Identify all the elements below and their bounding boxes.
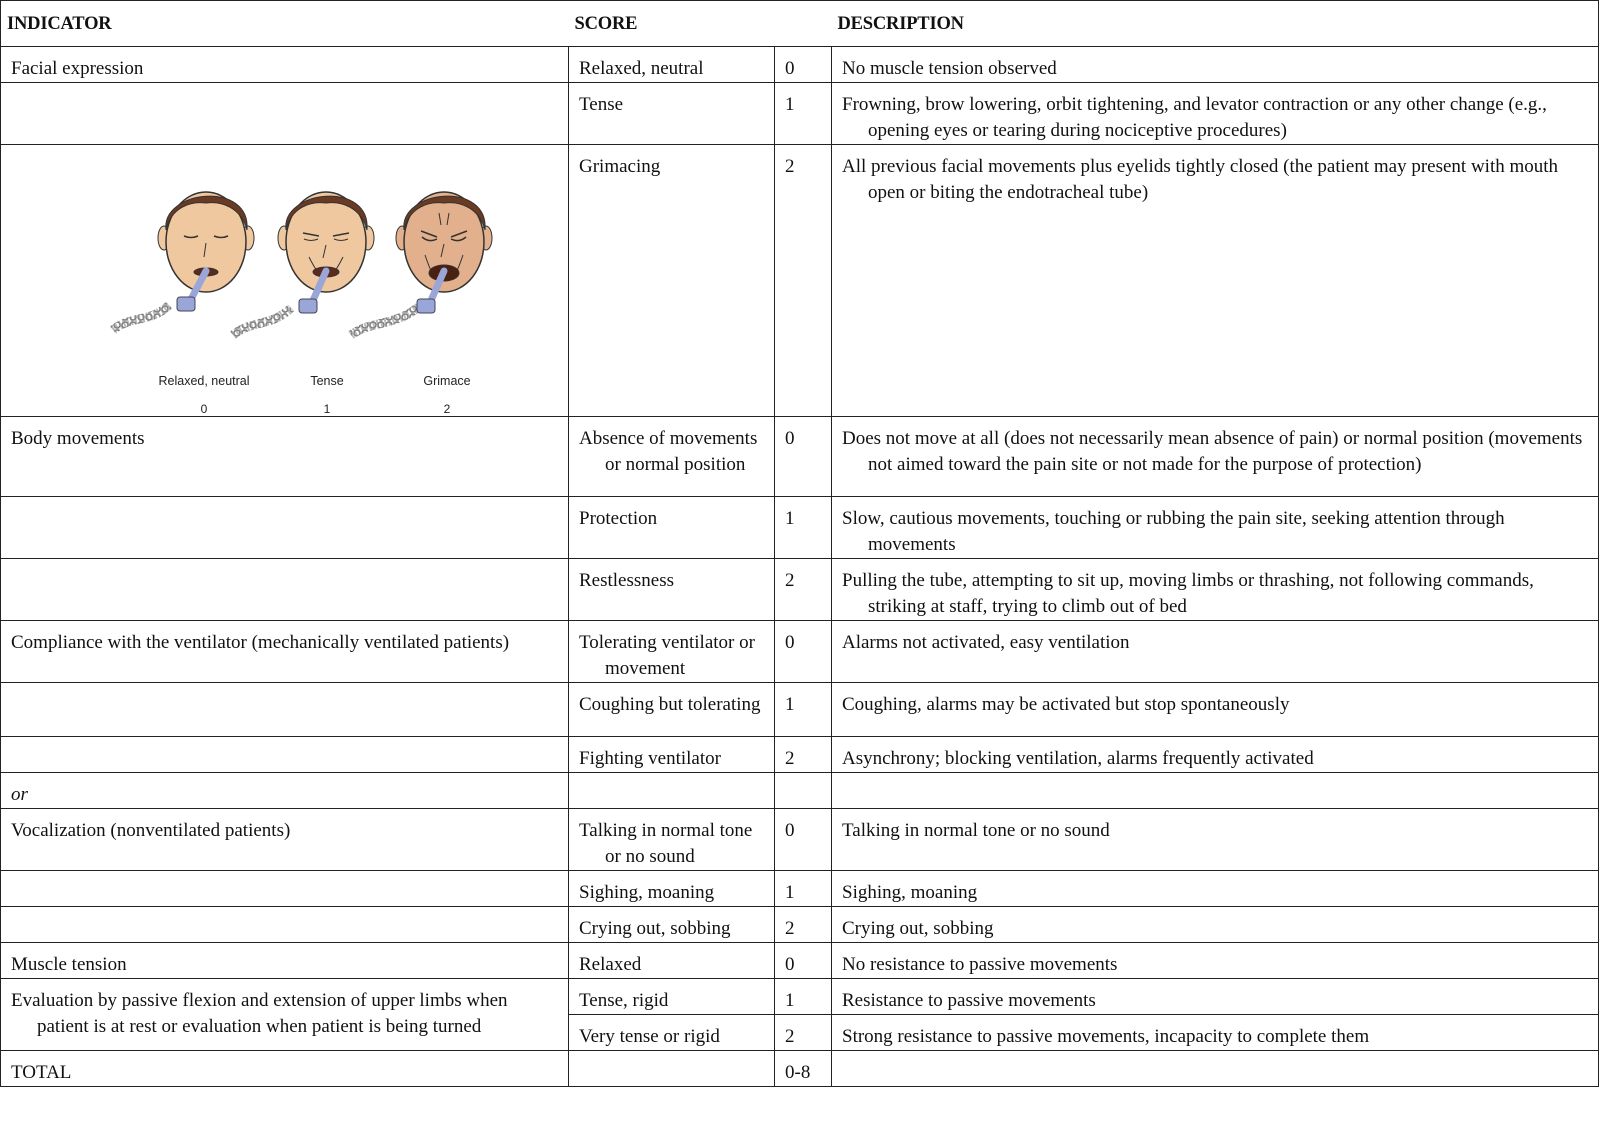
table-row xyxy=(1,145,1599,417)
score-value-cell: 2 xyxy=(775,907,832,943)
score-label-cell xyxy=(569,809,775,871)
indicator-cell xyxy=(1,83,569,145)
table-row xyxy=(1,809,1599,871)
score-label-cell xyxy=(569,907,775,943)
table-row xyxy=(1,621,1599,683)
indicator-cell xyxy=(1,979,569,1051)
table-row xyxy=(1,943,1599,979)
indicator-cell xyxy=(1,559,569,621)
score-label-cell xyxy=(569,1015,775,1051)
tense-face-icon xyxy=(233,192,374,335)
score-value-cell: 0 xyxy=(775,621,832,683)
score-label: Relaxed, neutral xyxy=(579,58,704,79)
table-row xyxy=(1,683,1599,737)
score-label-cell xyxy=(569,621,775,683)
score-label-cell xyxy=(569,683,775,737)
score-label-cell xyxy=(569,497,775,559)
score-label-cell xyxy=(569,1051,775,1087)
score-value-cell: 0 xyxy=(775,47,832,83)
indicator-text: Evaluation by passive flexion and extension of upper limbs when patient is at rest or evaluation when patient is being turned xyxy=(11,990,508,1037)
face-score-relaxed: 0 xyxy=(200,402,208,415)
score-value-cell: 0 xyxy=(775,943,832,979)
face-score-tense: 1 xyxy=(323,402,331,415)
score-label-cell xyxy=(569,979,775,1015)
total-row xyxy=(1,1051,1599,1087)
header-indicator: INDICATOR xyxy=(1,1,569,47)
score-value-cell: 1 xyxy=(775,871,832,907)
table-row xyxy=(1,871,1599,907)
score-value-cell: 2 xyxy=(775,1015,832,1051)
table-row xyxy=(1,559,1599,621)
description-cell xyxy=(832,417,1599,497)
face-label-grimace: Grimace xyxy=(423,374,471,388)
table-row xyxy=(1,83,1599,145)
description-cell xyxy=(832,1015,1599,1051)
description-cell xyxy=(832,621,1599,683)
description-text: Coughing, alarms may be activated but stop spontaneously xyxy=(842,694,1290,715)
indicator-cell xyxy=(1,497,569,559)
description-cell xyxy=(832,497,1599,559)
description-text: Slow, cautious movements, touching or rubbing the pain site, seeking attention through movements xyxy=(842,508,1505,555)
score-label-cell xyxy=(569,47,775,83)
description-text: Crying out, sobbing xyxy=(842,918,994,939)
score-value-cell: 1 xyxy=(775,979,832,1015)
description-cell xyxy=(832,907,1599,943)
total-score: 0-8 xyxy=(775,1051,832,1087)
score-label: Talking in normal tone or no sound xyxy=(579,820,753,867)
description-text: Frowning, brow lowering, orbit tightening, and levator contraction or any other change (e.g., opening eyes or tearing during nociceptive procedures) xyxy=(842,94,1547,141)
score-value-cell xyxy=(775,773,832,809)
score-value-cell: 0 xyxy=(775,809,832,871)
score-label: Tense xyxy=(579,94,624,115)
face-scale-illustration xyxy=(1,145,569,415)
score-value-cell: 2 xyxy=(775,145,832,417)
score-label: Tolerating ventilator or movement xyxy=(579,632,755,679)
score-label: Fighting ventilator xyxy=(579,748,721,769)
description-cell xyxy=(832,773,1599,809)
description-cell xyxy=(832,737,1599,773)
score-label: Restlessness xyxy=(579,570,674,591)
table-row xyxy=(1,773,1599,809)
description-cell xyxy=(832,871,1599,907)
description-cell xyxy=(832,809,1599,871)
score-label: Coughing but tolerating xyxy=(579,694,761,715)
score-label-cell xyxy=(569,871,775,907)
description-text: Alarms not activated, easy ventilation xyxy=(842,632,1130,653)
description-cell xyxy=(832,1051,1599,1087)
score-label-cell xyxy=(569,559,775,621)
relaxed-face-icon xyxy=(113,192,254,330)
table-row xyxy=(1,417,1599,497)
description-text: Sighing, moaning xyxy=(842,882,978,903)
indicator-cell xyxy=(1,907,569,943)
description-cell xyxy=(832,47,1599,83)
description-text: Strong resistance to passive movements, incapacity to complete them xyxy=(842,1026,1370,1047)
table-row xyxy=(1,737,1599,773)
face-label-relaxed: Relaxed, neutral xyxy=(158,374,250,388)
description-text: All previous facial movements plus eyelids tightly closed (the patient may present with mouth open or biting the endotracheal tube) xyxy=(842,156,1559,203)
score-value-cell: 0 xyxy=(775,417,832,497)
score-label-cell xyxy=(569,145,775,417)
score-label: Relaxed xyxy=(579,954,642,975)
header-score: SCORE xyxy=(569,1,832,47)
indicator-cell: Facial expression xyxy=(1,47,569,83)
description-text: Talking in normal tone or no sound xyxy=(842,820,1110,841)
score-value-cell: 2 xyxy=(775,737,832,773)
or-separator: or xyxy=(1,773,569,809)
description-cell xyxy=(832,943,1599,979)
description-cell xyxy=(832,683,1599,737)
score-value-cell: 1 xyxy=(775,683,832,737)
table-row xyxy=(1,979,1599,1015)
score-label-cell xyxy=(569,83,775,145)
table-row xyxy=(1,907,1599,943)
table-row xyxy=(1,47,1599,83)
score-label: Tense, rigid xyxy=(579,990,669,1011)
header-row xyxy=(1,1,1599,47)
description-cell xyxy=(832,145,1599,417)
score-label-cell xyxy=(569,773,775,809)
description-text: No muscle tension observed xyxy=(842,58,1057,79)
indicator-cell xyxy=(1,683,569,737)
score-label-cell xyxy=(569,417,775,497)
indicator-cell xyxy=(1,871,569,907)
score-label: Grimacing xyxy=(579,156,661,177)
indicator-cell: Vocalization (nonventilated patients) xyxy=(1,809,569,871)
total-label: TOTAL xyxy=(1,1051,569,1087)
header-description: DESCRIPTION xyxy=(832,1,1599,47)
face-score-grimace: 2 xyxy=(443,402,451,415)
indicator-cell xyxy=(1,737,569,773)
score-value-cell: 1 xyxy=(775,83,832,145)
description-text: Resistance to passive movements xyxy=(842,990,1096,1011)
description-cell xyxy=(832,979,1599,1015)
score-value-cell: 1 xyxy=(775,497,832,559)
face-illustration-cell xyxy=(1,145,569,417)
score-label: Crying out, sobbing xyxy=(579,918,731,939)
score-label-cell xyxy=(569,737,775,773)
table-row xyxy=(1,497,1599,559)
indicator-cell: Body movements xyxy=(1,417,569,497)
score-label: Protection xyxy=(579,508,658,529)
description-text: Pulling the tube, attempting to sit up, moving limbs or thrashing, not following commands, striking at staff, trying to climb out of bed xyxy=(842,570,1534,617)
grimace-face-icon xyxy=(351,192,492,335)
description-text: Does not move at all (does not necessarily mean absence of pain) or normal position (movements not aimed toward the pain site or not made for the purpose of protection) xyxy=(842,428,1583,475)
description-cell xyxy=(832,559,1599,621)
score-label: Absence of movements or normal position xyxy=(579,428,758,475)
score-label-cell xyxy=(569,943,775,979)
description-cell xyxy=(832,83,1599,145)
score-label: Very tense or rigid xyxy=(579,1026,720,1047)
score-label: Sighing, moaning xyxy=(579,882,715,903)
indicator-cell: Compliance with the ventilator (mechanically ventilated patients) xyxy=(1,621,569,683)
indicator-cell: Muscle tension xyxy=(1,943,569,979)
score-value-cell: 2 xyxy=(775,559,832,621)
description-text: No resistance to passive movements xyxy=(842,954,1118,975)
description-text: Asynchrony; blocking ventilation, alarms frequently activated xyxy=(842,748,1314,769)
face-label-tense: Tense xyxy=(310,374,344,388)
